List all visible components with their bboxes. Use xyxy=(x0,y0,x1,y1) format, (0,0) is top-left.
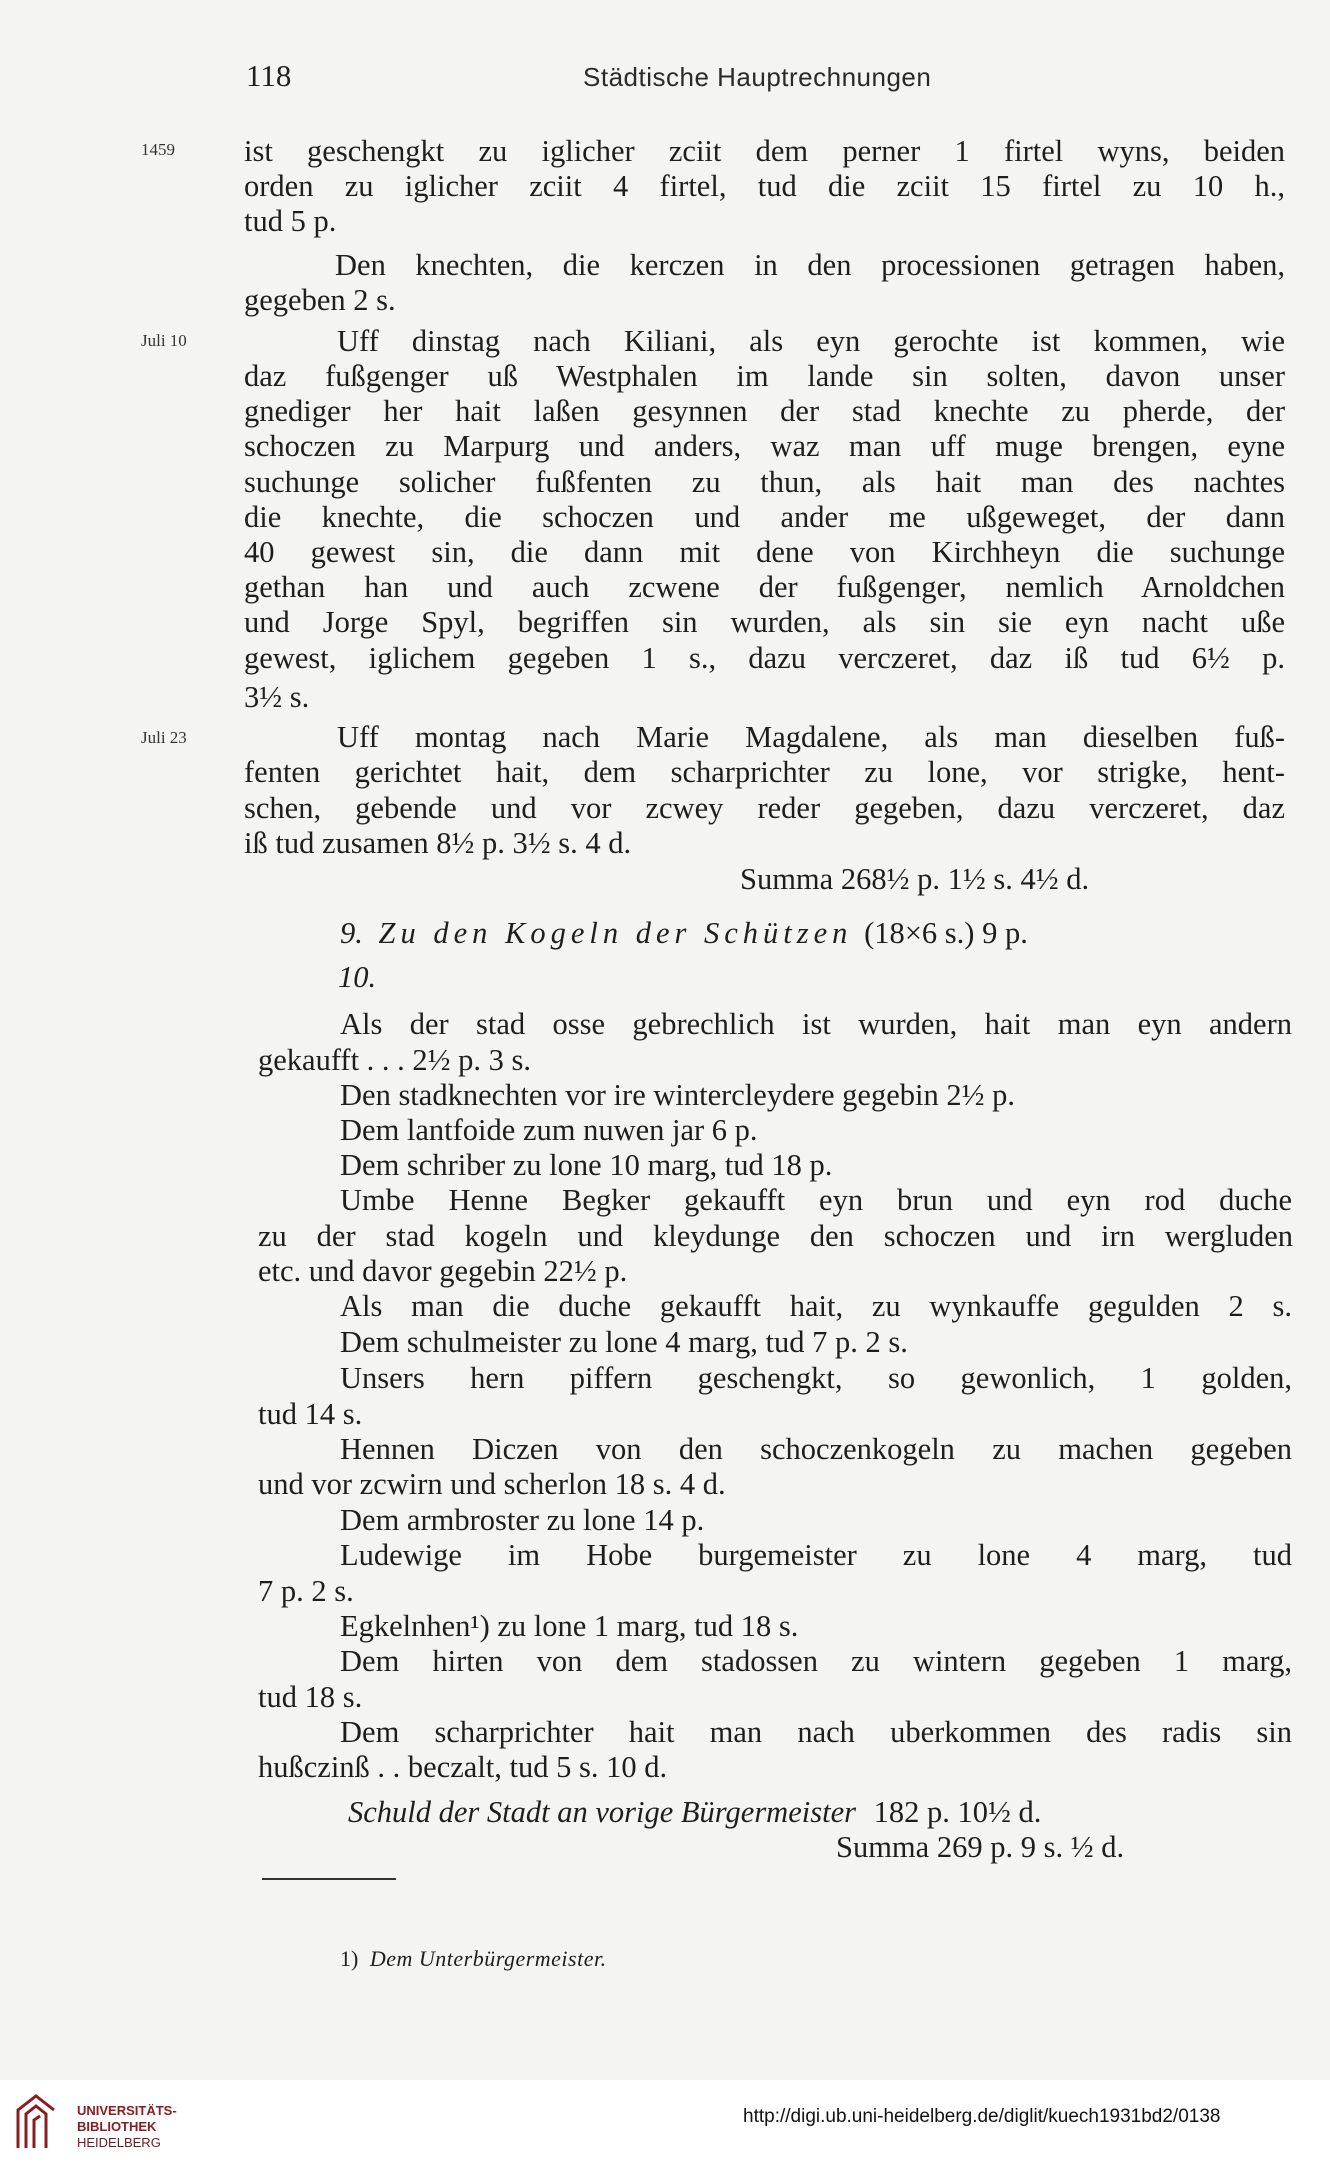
text-line: Egkelnhen¹) zu lone 1 marg, tud 18 s. xyxy=(340,1609,799,1643)
library-logo-icon xyxy=(14,2090,58,2150)
debt-label: Schuld der Stadt an vorige Bürgermeister xyxy=(348,1795,856,1829)
library-name-line: HEIDELBERG xyxy=(77,2135,161,2150)
text-line: gewest, iglichem gegeben 1 s., dazu verczeret, daz iß tud 6½ p. xyxy=(244,641,1285,675)
page-number: 118 xyxy=(246,58,292,93)
footer-bar xyxy=(0,2080,1330,2176)
library-name xyxy=(77,2103,177,2151)
text-line: Den stadknechten vor ire wintercleydere gegebin 2½ p. xyxy=(340,1078,1015,1112)
text-line: gethan han und auch zcwene der fußgenger, nemlich Arnoldchen xyxy=(244,570,1285,604)
text-line: 7 p. 2 s. xyxy=(258,1574,354,1608)
text-line: Hennen Diczen von den schoczenkogeln zu machen gegeben xyxy=(340,1432,1292,1466)
text-line: Dem scharprichter hait man nach uberkommen des radis sin xyxy=(340,1715,1292,1749)
text-line: Uff montag nach Marie Magdalene, als man dieselben fuß- xyxy=(337,720,1285,754)
section-title: Zu den Kogeln der Schützen xyxy=(378,916,853,950)
text-line: schen, gebende und vor zcwey reder gegeben, dazu verczeret, daz xyxy=(244,791,1285,825)
debt-amount: 182 p. 10½ d. xyxy=(873,1795,1042,1829)
section-amount: (18×6 s.) 9 p. xyxy=(864,916,1028,950)
text-line: schoczen zu Marpurg und anders, waz man uff muge brengen, eyne xyxy=(244,429,1285,463)
text-line: Uff dinstag nach Kiliani, als eyn gerochte ist kommen, wie xyxy=(337,324,1285,358)
library-name-line: BIBLIOTHEK xyxy=(77,2119,157,2134)
footnote xyxy=(340,1946,607,1972)
text-line: zu der stad kogeln und kleydunge den schoczen und irn wergluden xyxy=(258,1219,1293,1253)
text-line: Als man die duche gekaufft hait, zu wynkauffe gegulden 2 s. xyxy=(340,1289,1292,1323)
text-line: gnediger her hait laßen gesynnen der stad knechte zu pherde, der xyxy=(244,394,1285,428)
section-number: 9. xyxy=(340,916,363,950)
text-line: Dem schulmeister zu lone 4 marg, tud 7 p. 2 s. xyxy=(340,1325,908,1359)
text-line: 40 gewest sin, die dann mit dene von Kirchheyn die suchunge xyxy=(244,535,1285,569)
text-line: Ludewige im Hobe burgemeister zu lone 4 marg, tud xyxy=(340,1538,1292,1572)
text-line: fenten gerichtet hait, dem scharprichter zu lone, vor strigke, hent- xyxy=(244,755,1285,789)
source-url-link[interactable]: http://digi.ub.uni-heidelberg.de/diglit/kuech1931bd2/0138 xyxy=(743,2106,1221,2127)
text-line: Dem lantfoide zum nuwen jar 6 p. xyxy=(340,1113,758,1147)
text-line: gegeben 2 s. xyxy=(244,283,396,317)
text-line: tud 18 s. xyxy=(258,1680,363,1714)
text-line: Unsers hern piffern geschengkt, so gewonlich, 1 golden, xyxy=(340,1361,1292,1395)
text-line: ist geschengkt zu iglicher zciit dem perner 1 firtel wyns, beiden xyxy=(244,134,1285,168)
text-line: Den knechten, die kerczen in den processionen getragen haben, xyxy=(335,248,1285,282)
footnote-text: Dem Unterbürgermeister. xyxy=(369,1946,607,1971)
text-line: 3½ s. xyxy=(244,680,310,714)
text-line: die knechte, die schoczen und ander me ußgeweget, der dann xyxy=(244,500,1285,534)
text-line: iß tud zusamen 8½ p. 3½ s. 4 d. xyxy=(244,826,632,860)
text-line: Als der stad osse gebrechlich ist wurden, hait man eyn andern xyxy=(340,1007,1292,1041)
margin-note-date: Juli 10 xyxy=(141,331,187,350)
text-line: Dem armbroster zu lone 14 p. xyxy=(340,1503,705,1537)
text-line: und vor zcwirn und scherlon 18 s. 4 d. xyxy=(258,1467,726,1501)
margin-note-year: 1459 xyxy=(141,140,175,159)
text-line: tud 5 p. xyxy=(244,204,337,238)
margin-note-date: Juli 23 xyxy=(141,728,187,747)
debt-line xyxy=(348,1797,1041,1828)
library-name-line: UNIVERSITÄTS- xyxy=(77,2103,177,2118)
text-line: Umbe Henne Begker gekaufft eyn brun und eyn rod duche xyxy=(340,1183,1292,1217)
text-line: und Jorge Spyl, begriffen sin wurden, als sin sie eyn nacht uße xyxy=(244,605,1285,639)
text-line: suchunge solicher fußfenten zu thun, als hait man des nachtes xyxy=(244,465,1285,499)
text-line: orden zu iglicher zciit 4 firtel, tud die zciit 15 firtel zu 10 h., xyxy=(244,169,1285,203)
summa-line: Summa 268½ p. 1½ s. 4½ d. xyxy=(740,862,1090,896)
text-line: tud 14 s. xyxy=(258,1397,363,1431)
running-title: Städtische Hauptrechnungen xyxy=(583,62,932,92)
text-line: hußczinß . . beczalt, tud 5 s. 10 d. xyxy=(258,1750,668,1784)
footnote-divider xyxy=(262,1878,396,1880)
text-line: gekaufft . . . 2½ p. 3 s. xyxy=(258,1043,532,1077)
section-heading-10: 10. xyxy=(338,960,377,994)
summa-line: Summa 269 p. 9 s. ½ d. xyxy=(836,1830,1125,1864)
text-line: Dem hirten von dem stadossen zu wintern gegeben 1 marg, xyxy=(340,1644,1292,1678)
text-line: etc. und davor gegebin 22½ p. xyxy=(258,1254,628,1288)
footnote-marker: 1) xyxy=(340,1946,359,1971)
text-line: daz fußgenger uß Westphalen im lande sin solten, davon unser xyxy=(244,359,1285,393)
text-line: Dem schriber zu lone 10 marg, tud 18 p. xyxy=(340,1148,833,1182)
section-heading-9 xyxy=(340,918,1028,949)
